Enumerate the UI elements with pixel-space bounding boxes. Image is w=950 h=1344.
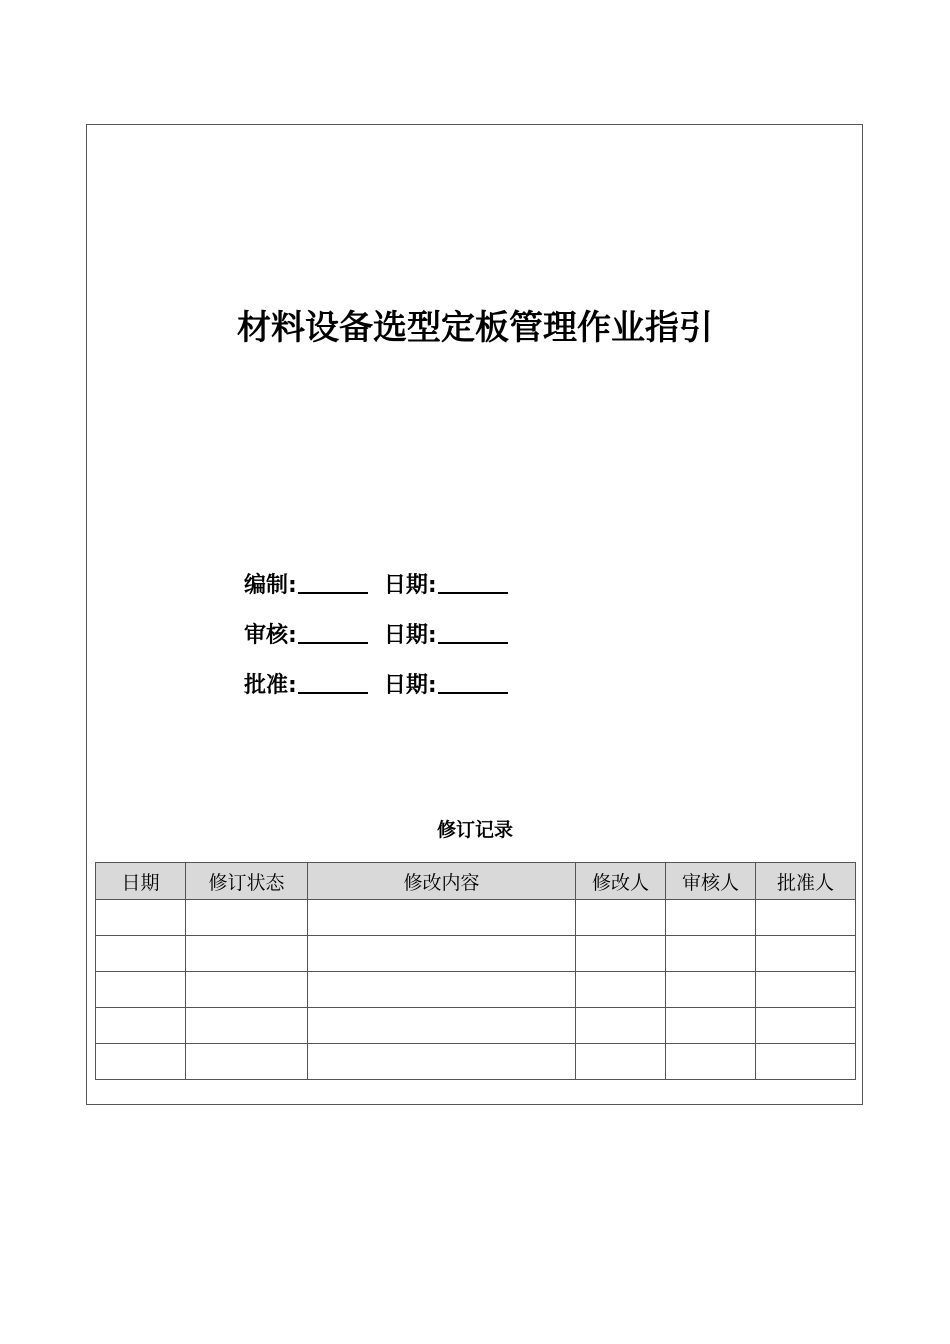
col-header-modified-by: 修改人 bbox=[576, 863, 666, 900]
reviewed-by-label: 审核: bbox=[244, 622, 297, 648]
table-cell[interactable] bbox=[186, 1044, 308, 1080]
table-cell[interactable] bbox=[96, 1044, 186, 1080]
prepared-by-field[interactable] bbox=[298, 572, 368, 594]
table-cell[interactable] bbox=[576, 1044, 666, 1080]
reviewed-date-field[interactable] bbox=[438, 622, 508, 644]
table-cell[interactable] bbox=[186, 936, 308, 972]
table-cell[interactable] bbox=[308, 1044, 576, 1080]
table-cell[interactable] bbox=[756, 1044, 856, 1080]
col-header-change-content: 修改内容 bbox=[308, 863, 576, 900]
col-header-date: 日期 bbox=[96, 863, 186, 900]
table-row bbox=[96, 1044, 856, 1080]
signoff-block bbox=[244, 558, 524, 708]
table-cell[interactable] bbox=[186, 1008, 308, 1044]
table-cell[interactable] bbox=[96, 1008, 186, 1044]
table-cell[interactable] bbox=[576, 1008, 666, 1044]
approved-date-field[interactable] bbox=[438, 672, 508, 694]
table-cell[interactable] bbox=[666, 900, 756, 936]
prepared-date-label: 日期: bbox=[383, 572, 437, 598]
revision-table bbox=[95, 862, 856, 1080]
revision-table-header bbox=[96, 863, 856, 900]
approved-by-field[interactable] bbox=[298, 672, 368, 694]
table-cell[interactable] bbox=[666, 1044, 756, 1080]
table-cell[interactable] bbox=[756, 936, 856, 972]
signoff-row-reviewed bbox=[244, 608, 524, 658]
reviewed-date-label: 日期: bbox=[383, 622, 437, 648]
table-cell[interactable] bbox=[308, 1008, 576, 1044]
table-cell[interactable] bbox=[756, 900, 856, 936]
table-cell[interactable] bbox=[96, 936, 186, 972]
table-cell[interactable] bbox=[186, 900, 308, 936]
table-cell[interactable] bbox=[576, 900, 666, 936]
table-cell[interactable] bbox=[96, 972, 186, 1008]
signoff-row-prepared bbox=[244, 558, 524, 608]
table-cell[interactable] bbox=[576, 972, 666, 1008]
approved-by-label: 批准: bbox=[244, 672, 297, 698]
table-row bbox=[96, 1008, 856, 1044]
col-header-approved-by: 批准人 bbox=[756, 863, 856, 900]
table-cell[interactable] bbox=[96, 900, 186, 936]
table-row bbox=[96, 972, 856, 1008]
revision-record-title: 修订记录 bbox=[436, 819, 513, 841]
table-cell[interactable] bbox=[756, 972, 856, 1008]
table-row bbox=[96, 936, 856, 972]
table-cell[interactable] bbox=[666, 972, 756, 1008]
prepared-date-field[interactable] bbox=[438, 572, 508, 594]
table-cell[interactable] bbox=[186, 972, 308, 1008]
col-header-reviewed-by: 审核人 bbox=[666, 863, 756, 900]
table-cell[interactable] bbox=[576, 936, 666, 972]
table-cell[interactable] bbox=[756, 1008, 856, 1044]
col-header-revision-status: 修订状态 bbox=[186, 863, 308, 900]
table-cell[interactable] bbox=[308, 936, 576, 972]
signoff-row-approved bbox=[244, 658, 524, 708]
table-cell[interactable] bbox=[308, 972, 576, 1008]
table-cell[interactable] bbox=[666, 1008, 756, 1044]
approved-date-label: 日期: bbox=[383, 672, 437, 698]
document-title: 材料设备选型定板管理作业指引 bbox=[237, 308, 713, 348]
reviewed-by-field[interactable] bbox=[298, 622, 368, 644]
prepared-by-label: 编制: bbox=[244, 572, 297, 598]
table-cell[interactable] bbox=[666, 936, 756, 972]
table-row bbox=[96, 900, 856, 936]
table-cell[interactable] bbox=[308, 900, 576, 936]
